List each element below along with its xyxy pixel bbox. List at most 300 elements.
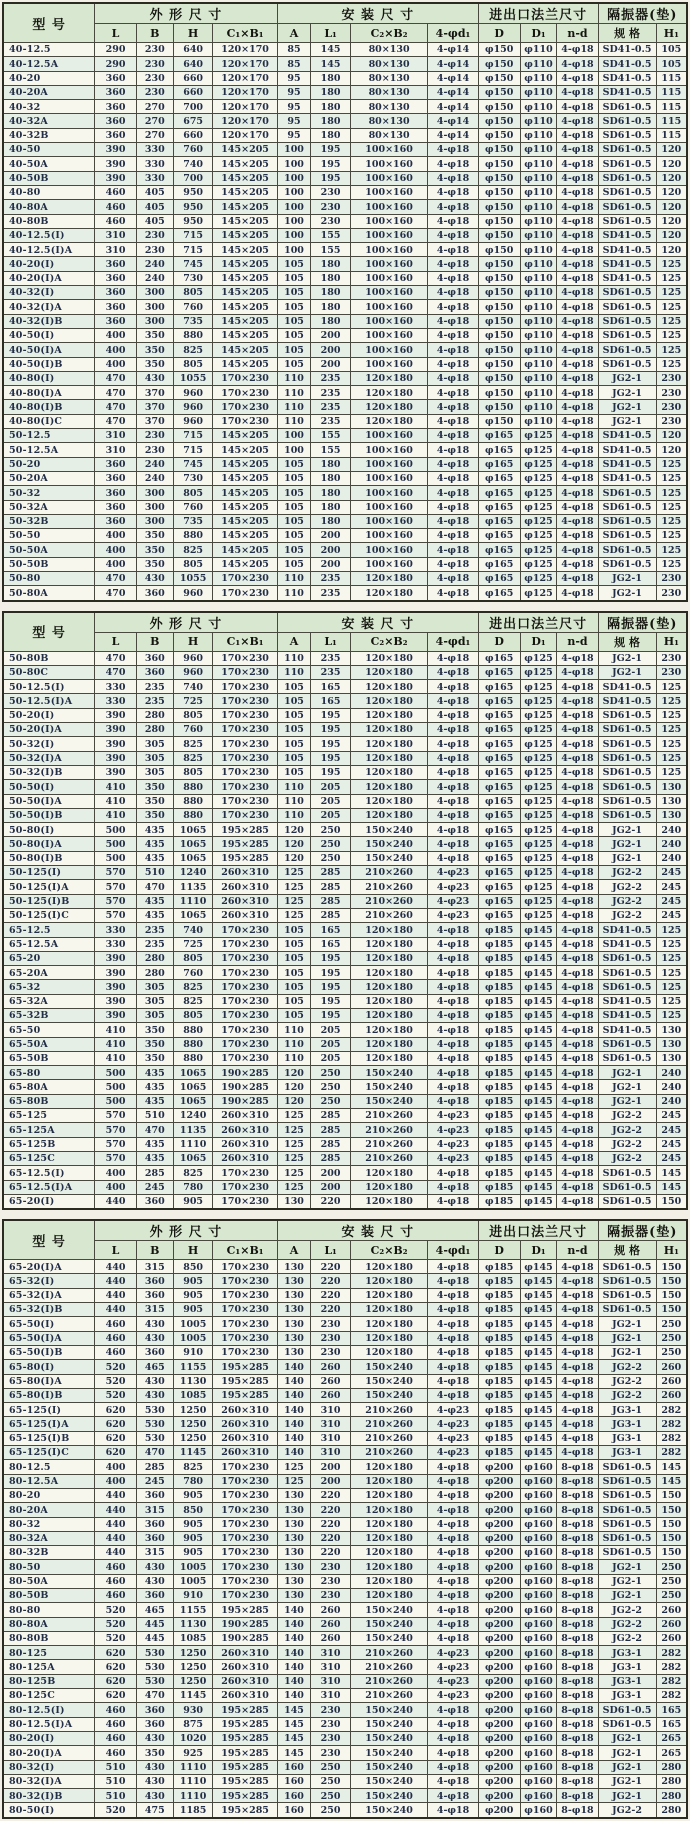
value-cell: 195 <box>311 157 351 171</box>
value-cell: 230 <box>656 586 687 601</box>
value-cell: 80×130 <box>350 57 427 71</box>
value-cell: 4-φ18 <box>428 185 479 199</box>
value-cell: 315 <box>136 1260 173 1274</box>
value-cell: 400 <box>95 1460 137 1474</box>
value-cell: 110 <box>277 371 311 385</box>
value-cell: 4-φ18 <box>557 214 598 228</box>
value-cell: 105 <box>277 271 311 285</box>
spec-row <box>3 780 687 794</box>
value-cell: φ200 <box>478 1631 520 1645</box>
value-cell: 250 <box>311 1080 351 1094</box>
value-cell: 305 <box>136 994 173 1008</box>
value-cell: φ200 <box>478 1646 520 1660</box>
value-cell: φ160 <box>520 1503 557 1517</box>
value-cell: 4-φ18 <box>557 1051 598 1065</box>
value-cell: 410 <box>95 1037 137 1051</box>
value-cell: 110 <box>277 1023 311 1037</box>
value-cell: 260 <box>656 1617 687 1631</box>
value-cell: 100×160 <box>350 228 427 242</box>
model-cell: 65-32(I) <box>3 1274 95 1288</box>
value-cell: 120×180 <box>350 694 427 708</box>
value-cell: 125 <box>656 751 687 765</box>
value-cell: 4-φ18 <box>557 1037 598 1051</box>
model-cell: 80-32B <box>3 1546 95 1560</box>
value-cell: 195 <box>311 765 351 779</box>
spec-row <box>3 371 687 385</box>
value-cell: 145×205 <box>213 486 277 500</box>
value-cell: 170×230 <box>213 751 277 765</box>
value-cell: φ185 <box>478 1345 520 1359</box>
model-cell: 50-50B <box>3 557 95 571</box>
value-cell: 220 <box>311 1288 351 1302</box>
value-cell: 130 <box>277 1303 311 1317</box>
value-cell: 4-φ18 <box>557 1403 598 1417</box>
value-cell: φ150 <box>478 214 520 228</box>
value-cell: 170×230 <box>213 966 277 980</box>
value-cell: 460 <box>95 185 137 199</box>
value-cell: 120×180 <box>350 651 427 665</box>
value-cell: 100×160 <box>350 271 427 285</box>
value-cell: 4-φ18 <box>557 1123 598 1137</box>
value-cell: 120×180 <box>350 1037 427 1051</box>
value-cell: 400 <box>95 1474 137 1488</box>
value-cell: φ200 <box>478 1560 520 1574</box>
value-cell: 1145 <box>173 1446 213 1460</box>
value-cell: 470 <box>136 1123 173 1137</box>
value-cell: 170×230 <box>213 1546 277 1560</box>
value-cell: 170×230 <box>213 1574 277 1588</box>
value-cell: 170×230 <box>213 765 277 779</box>
value-cell: 4-φ18 <box>557 71 598 85</box>
value-cell: 1110 <box>173 1760 213 1774</box>
value-cell: 4-φ18 <box>428 357 479 371</box>
spec-row <box>3 100 687 114</box>
value-cell: 125 <box>277 880 311 894</box>
value-cell: φ165 <box>478 765 520 779</box>
value-cell: 235 <box>311 571 351 585</box>
value-cell: 230 <box>136 57 173 71</box>
value-cell: φ150 <box>478 343 520 357</box>
value-cell: 4-φ18 <box>557 1288 598 1302</box>
model-cell: 65-80B <box>3 1094 95 1108</box>
value-cell: 350 <box>136 1023 173 1037</box>
value-cell: φ165 <box>478 680 520 694</box>
value-cell: 150 <box>656 1531 687 1545</box>
value-cell: 1250 <box>173 1403 213 1417</box>
value-cell: 730 <box>173 471 213 485</box>
value-cell: 880 <box>173 1037 213 1051</box>
value-cell: 125 <box>656 723 687 737</box>
spec-row <box>3 1703 687 1717</box>
model-cell: 50-32(I)B <box>3 765 95 779</box>
value-cell: 145×205 <box>213 243 277 257</box>
value-cell: 825 <box>173 343 213 357</box>
value-cell: 230 <box>136 71 173 85</box>
value-cell: 230 <box>311 1731 351 1745</box>
value-cell: SD61-0.5 <box>598 557 656 571</box>
value-cell: 145 <box>277 1731 311 1745</box>
value-cell: SD61-0.5 <box>598 543 656 557</box>
value-cell: SD61-0.5 <box>598 300 656 314</box>
value-cell: 4-φ18 <box>428 500 479 514</box>
value-cell: 825 <box>173 737 213 751</box>
value-cell: 125 <box>656 1009 687 1023</box>
spec-row <box>3 765 687 779</box>
spec-table-body <box>3 651 687 1209</box>
value-cell: φ185 <box>478 1023 520 1037</box>
spec-row <box>3 1517 687 1531</box>
value-cell: 715 <box>173 243 213 257</box>
value-cell: 95 <box>277 114 311 128</box>
value-cell: 210×260 <box>350 1431 427 1445</box>
value-cell: 120×180 <box>350 1274 427 1288</box>
value-cell: 310 <box>311 1689 351 1703</box>
value-cell: 110 <box>277 794 311 808</box>
value-cell: φ125 <box>520 586 557 601</box>
value-cell: 125 <box>277 1137 311 1151</box>
value-cell: JG2-1 <box>598 414 656 428</box>
value-cell: 150×240 <box>350 1746 427 1760</box>
value-cell: 150×240 <box>350 1603 427 1617</box>
value-cell: 125 <box>277 1151 311 1165</box>
value-cell: 640 <box>173 43 213 57</box>
value-cell: 282 <box>656 1403 687 1417</box>
value-cell: 120×180 <box>350 1588 427 1602</box>
value-cell: 4-φ18 <box>557 1388 598 1402</box>
value-cell: φ165 <box>478 665 520 679</box>
value-cell: 930 <box>173 1703 213 1717</box>
value-cell: 270 <box>136 100 173 114</box>
value-cell: 4-φ18 <box>428 694 479 708</box>
value-cell: φ160 <box>520 1488 557 1502</box>
value-cell: 125 <box>277 1123 311 1137</box>
value-cell: 285 <box>136 1166 173 1180</box>
value-cell: 125 <box>656 314 687 328</box>
value-cell: 105 <box>277 543 311 557</box>
value-cell: 4-φ18 <box>557 300 598 314</box>
value-cell: 1240 <box>173 1109 213 1123</box>
value-cell: 4-φ18 <box>557 1374 598 1388</box>
value-cell: 360 <box>95 486 137 500</box>
value-cell: φ185 <box>478 923 520 937</box>
value-cell: 440 <box>95 1488 137 1502</box>
value-cell: 100×160 <box>350 214 427 228</box>
value-cell: 1055 <box>173 371 213 385</box>
value-cell: φ125 <box>520 500 557 514</box>
value-cell: φ185 <box>478 937 520 951</box>
value-cell: 4-φ18 <box>428 1617 479 1631</box>
value-cell: 110 <box>277 386 311 400</box>
value-cell: JG2-1 <box>598 400 656 414</box>
value-cell: 4-φ23 <box>428 1431 479 1445</box>
spec-row <box>3 1303 687 1317</box>
value-cell: φ145 <box>520 1180 557 1194</box>
value-cell: 120×180 <box>350 1194 427 1209</box>
value-cell: φ165 <box>478 486 520 500</box>
value-cell: SD41-0.5 <box>598 1009 656 1023</box>
value-cell: 120 <box>656 157 687 171</box>
value-cell: φ185 <box>478 1317 520 1331</box>
value-cell: 4-φ18 <box>428 651 479 665</box>
value-cell: SD61-0.5 <box>598 1037 656 1051</box>
value-cell: 1005 <box>173 1317 213 1331</box>
value-cell: 4-φ18 <box>557 457 598 471</box>
value-cell: 435 <box>136 894 173 908</box>
model-cell: 50-50A <box>3 543 95 557</box>
value-cell: φ145 <box>520 1109 557 1123</box>
spec-row <box>3 457 687 471</box>
value-cell: 100×160 <box>350 529 427 543</box>
value-cell: φ185 <box>478 1431 520 1445</box>
model-cell: 40-20(I)A <box>3 271 95 285</box>
value-cell: 130 <box>277 1260 311 1274</box>
value-cell: 435 <box>136 837 173 851</box>
value-cell: 125 <box>656 994 687 1008</box>
value-cell: 245 <box>656 1123 687 1137</box>
value-cell: φ125 <box>520 471 557 485</box>
value-cell: 460 <box>95 1746 137 1760</box>
value-cell: 125 <box>656 980 687 994</box>
value-cell: 4-φ18 <box>428 1731 479 1745</box>
value-cell: 282 <box>656 1431 687 1445</box>
value-cell: 360 <box>136 665 173 679</box>
value-cell: 1135 <box>173 1123 213 1137</box>
value-cell: 250 <box>311 1094 351 1108</box>
value-cell: 1005 <box>173 1574 213 1588</box>
value-cell: 195×285 <box>213 1703 277 1717</box>
spec-row <box>3 1774 687 1788</box>
value-cell: 125 <box>656 257 687 271</box>
value-cell: φ145 <box>520 1345 557 1359</box>
spec-row <box>3 214 687 228</box>
model-cell: 65-50(I)B <box>3 1345 95 1359</box>
value-cell: φ150 <box>478 114 520 128</box>
value-cell: 675 <box>173 114 213 128</box>
value-cell: 115 <box>656 100 687 114</box>
value-cell: 620 <box>95 1417 137 1431</box>
value-cell: φ200 <box>478 1689 520 1703</box>
spec-row <box>3 937 687 951</box>
value-cell: φ125 <box>520 514 557 528</box>
model-cell: 65-80 <box>3 1066 95 1080</box>
value-cell: 120×180 <box>350 980 427 994</box>
value-cell: 260×310 <box>213 1431 277 1445</box>
value-cell: 4-φ18 <box>428 1023 479 1037</box>
value-cell: 8-φ18 <box>557 1588 598 1602</box>
value-cell: 700 <box>173 171 213 185</box>
value-cell: φ125 <box>520 737 557 751</box>
value-cell: 120 <box>656 243 687 257</box>
model-cell: 80-50A <box>3 1574 95 1588</box>
value-cell: SD61-0.5 <box>598 1194 656 1209</box>
value-cell: 4-φ18 <box>428 951 479 965</box>
value-cell: 130 <box>656 808 687 822</box>
value-cell: 205 <box>311 1023 351 1037</box>
value-cell: 125 <box>656 966 687 980</box>
spec-row <box>3 257 687 271</box>
value-cell: 120 <box>656 200 687 214</box>
value-cell: SD61-0.5 <box>598 500 656 514</box>
value-cell: SD61-0.5 <box>598 1531 656 1545</box>
value-cell: 195×285 <box>213 1360 277 1374</box>
value-cell: 4-φ18 <box>557 1080 598 1094</box>
value-cell: 120 <box>277 1094 311 1108</box>
spec-row <box>3 1317 687 1331</box>
value-cell: 165 <box>311 694 351 708</box>
value-cell: 220 <box>311 1546 351 1560</box>
value-cell: φ185 <box>478 1051 520 1065</box>
value-cell: 4-φ18 <box>428 1531 479 1545</box>
value-cell: 240 <box>656 823 687 837</box>
value-cell: 410 <box>95 794 137 808</box>
value-cell: 405 <box>136 185 173 199</box>
value-cell: φ125 <box>520 694 557 708</box>
model-cell: 40-32(I)A <box>3 300 95 314</box>
value-cell: 330 <box>136 143 173 157</box>
value-cell: 85 <box>277 43 311 57</box>
value-cell: φ125 <box>520 808 557 822</box>
value-cell: 8-φ18 <box>557 1660 598 1674</box>
value-cell: 80×130 <box>350 85 427 99</box>
value-cell: 350 <box>136 343 173 357</box>
col-header-4-phi-d1: 4-φd₁ <box>428 632 479 651</box>
value-cell: φ110 <box>520 271 557 285</box>
model-cell: 80-125B <box>3 1674 95 1688</box>
col-header-D: D <box>478 632 520 651</box>
value-cell: φ165 <box>478 694 520 708</box>
spec-row <box>3 680 687 694</box>
value-cell: 330 <box>136 157 173 171</box>
value-cell: 350 <box>136 794 173 808</box>
value-cell: 130 <box>277 1317 311 1331</box>
value-cell: 4-φ18 <box>428 1474 479 1488</box>
value-cell: 145 <box>656 1474 687 1488</box>
value-cell: JG2-1 <box>598 1760 656 1774</box>
value-cell: 145 <box>311 57 351 71</box>
value-cell: 8-φ18 <box>557 1789 598 1803</box>
value-cell: 195 <box>311 737 351 751</box>
value-cell: 4-φ18 <box>557 243 598 257</box>
value-cell: 245 <box>136 1474 173 1488</box>
value-cell: φ110 <box>520 328 557 342</box>
value-cell: 315 <box>136 1303 173 1317</box>
model-cell: 65-125(I)C <box>3 1446 95 1460</box>
value-cell: 520 <box>95 1631 137 1645</box>
value-cell: 190×285 <box>213 1617 277 1631</box>
value-cell: 4-φ18 <box>557 143 598 157</box>
model-cell: 65-80A <box>3 1080 95 1094</box>
value-cell: 125 <box>656 357 687 371</box>
model-cell: 65-20A <box>3 966 95 980</box>
col-header-C2xB2: C₂×B₂ <box>350 632 427 651</box>
value-cell: 250 <box>656 1560 687 1574</box>
value-cell: φ200 <box>478 1460 520 1474</box>
value-cell: 105 <box>277 343 311 357</box>
value-cell: 350 <box>136 1746 173 1760</box>
value-cell: 960 <box>173 651 213 665</box>
spec-row <box>3 665 687 679</box>
value-cell: 530 <box>136 1646 173 1660</box>
spec-row <box>3 1617 687 1631</box>
value-cell: 4-φ18 <box>557 514 598 528</box>
value-cell: 125 <box>277 1180 311 1194</box>
value-cell: φ160 <box>520 1474 557 1488</box>
value-cell: 780 <box>173 1474 213 1488</box>
value-cell: 470 <box>95 386 137 400</box>
value-cell: 250 <box>311 1066 351 1080</box>
value-cell: 230 <box>311 185 351 199</box>
value-cell: 4-φ18 <box>557 400 598 414</box>
value-cell: 4-φ23 <box>428 1417 479 1431</box>
model-cell: 65-50(I) <box>3 1317 95 1331</box>
value-cell: φ150 <box>478 57 520 71</box>
col-header-L1: L₁ <box>311 632 351 651</box>
value-cell: 4-φ18 <box>428 228 479 242</box>
spec-row <box>3 71 687 85</box>
value-cell: 1110 <box>173 1774 213 1788</box>
value-cell: JG2-1 <box>598 1774 656 1788</box>
value-cell: 195 <box>311 751 351 765</box>
spec-row <box>3 414 687 428</box>
value-cell: φ165 <box>478 443 520 457</box>
value-cell: 120×180 <box>350 1331 427 1345</box>
value-cell: 230 <box>656 571 687 585</box>
value-cell: SD61-0.5 <box>598 1517 656 1531</box>
value-cell: 120×180 <box>350 665 427 679</box>
value-cell: φ150 <box>478 85 520 99</box>
value-cell: 470 <box>95 586 137 601</box>
spec-row <box>3 357 687 371</box>
value-cell: 100×160 <box>350 171 427 185</box>
value-cell: 120×170 <box>213 85 277 99</box>
value-cell: JG2-1 <box>598 1746 656 1760</box>
value-cell: 435 <box>136 908 173 922</box>
value-cell: φ145 <box>520 1403 557 1417</box>
value-cell: 200 <box>311 328 351 342</box>
value-cell: 155 <box>311 243 351 257</box>
value-cell: 4-φ14 <box>428 71 479 85</box>
value-cell: φ200 <box>478 1803 520 1818</box>
value-cell: 120×180 <box>350 1474 427 1488</box>
value-cell: 400 <box>95 557 137 571</box>
value-cell: φ110 <box>520 414 557 428</box>
value-cell: 190×285 <box>213 1631 277 1645</box>
value-cell: φ165 <box>478 543 520 557</box>
value-cell: 180 <box>311 71 351 85</box>
value-cell: φ160 <box>520 1603 557 1617</box>
value-cell: 170×230 <box>213 1503 277 1517</box>
value-cell: 100×160 <box>350 357 427 371</box>
spec-row <box>3 1746 687 1760</box>
value-cell: φ145 <box>520 980 557 994</box>
value-cell: φ150 <box>478 257 520 271</box>
value-cell: 520 <box>95 1603 137 1617</box>
value-cell: SD41-0.5 <box>598 71 656 85</box>
value-cell: 180 <box>311 457 351 471</box>
value-cell: 4-φ18 <box>428 571 479 585</box>
spec-row <box>3 1789 687 1803</box>
value-cell: 240 <box>656 1080 687 1094</box>
value-cell: 235 <box>311 371 351 385</box>
group-header-flange-dims: 进出口法兰尺寸 <box>478 612 598 633</box>
value-cell: 170×230 <box>213 386 277 400</box>
value-cell: 140 <box>277 1374 311 1388</box>
value-cell: 460 <box>95 1345 137 1359</box>
value-cell: 400 <box>95 543 137 557</box>
value-cell: 170×230 <box>213 794 277 808</box>
value-cell: 4-φ18 <box>557 43 598 57</box>
value-cell: 282 <box>656 1660 687 1674</box>
